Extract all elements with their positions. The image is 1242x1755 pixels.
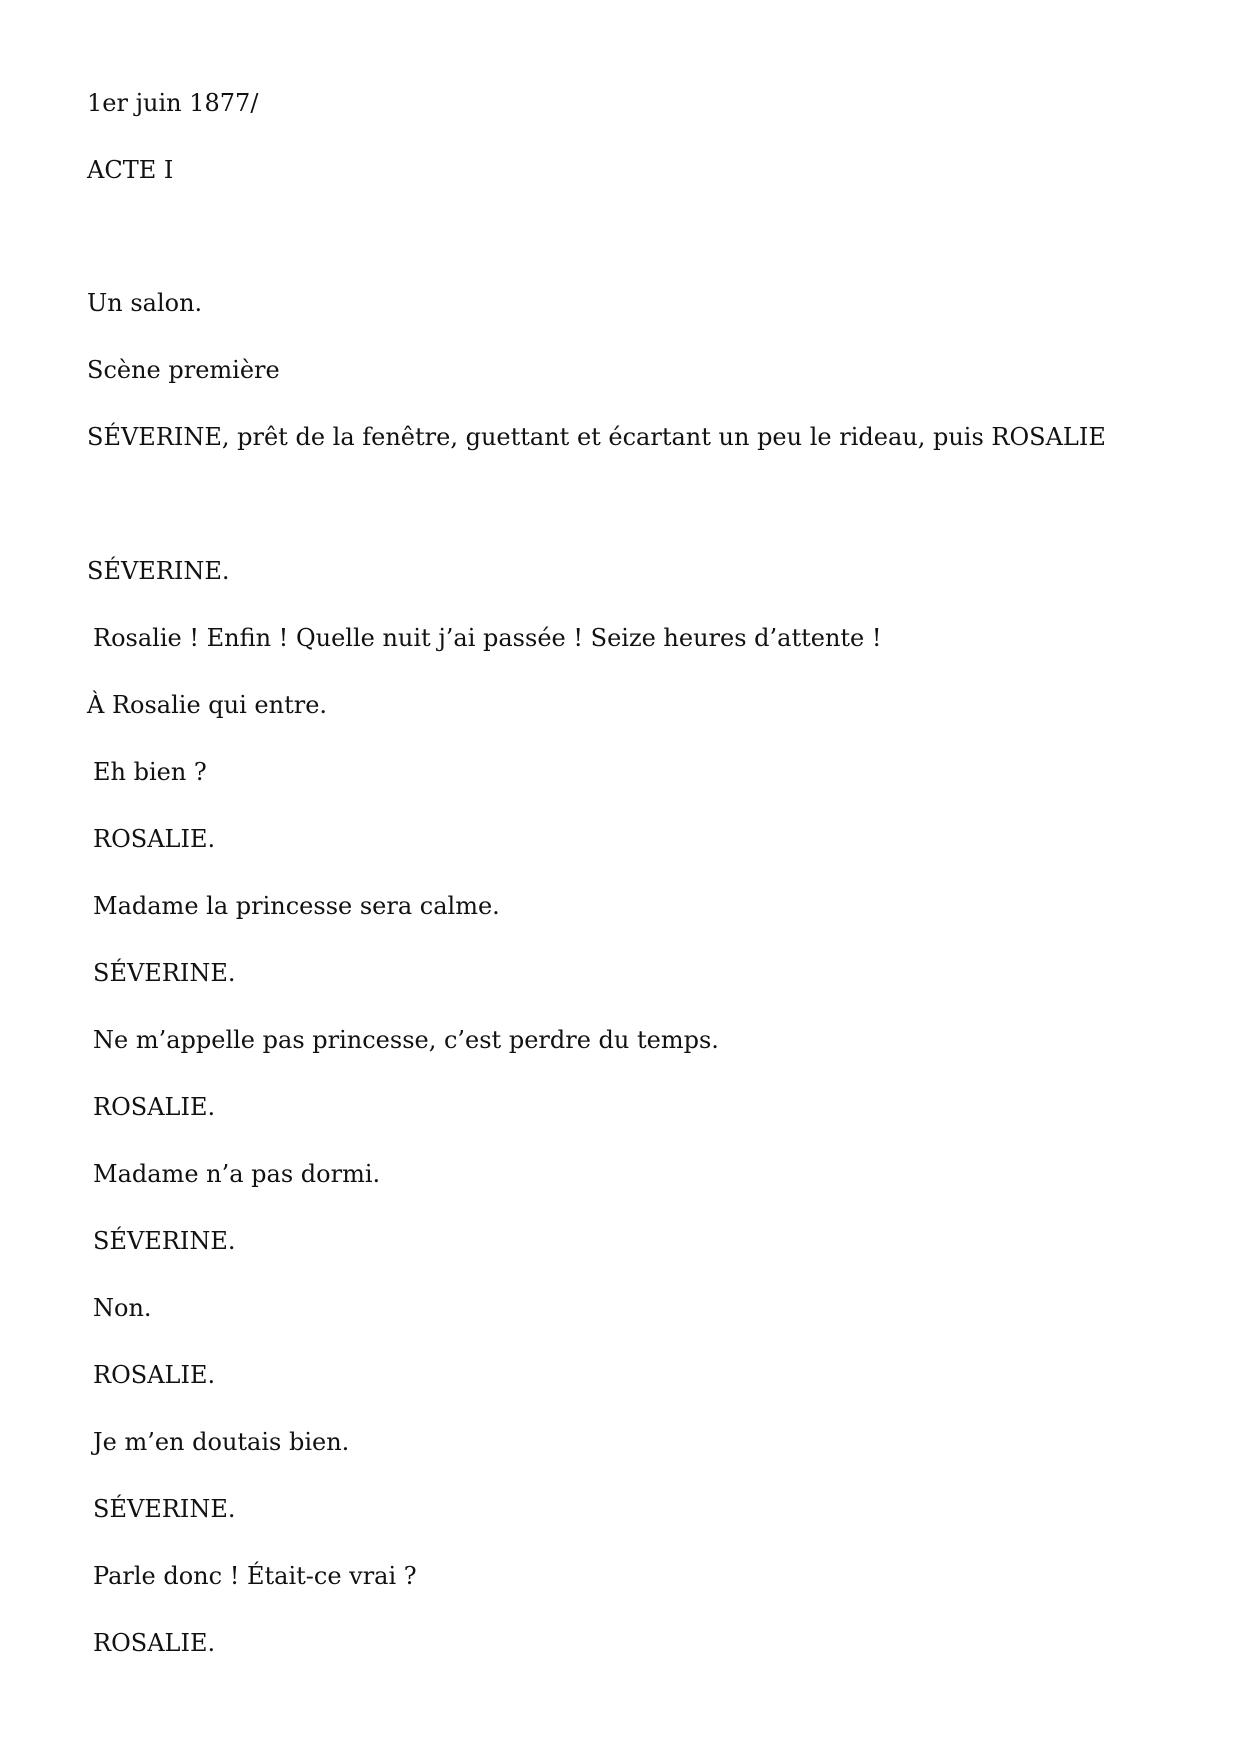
- speaker-line: SÉVERINE.: [93, 1495, 236, 1523]
- cast-direction: SÉVERINE, prêt de la fenêtre, guettant et écartant un peu le rideau, puis ROSALIE: [87, 423, 1106, 451]
- dialogue-line: Rosalie ! Enfin ! Quelle nuit j’ai passée ! Seize heures d’attente !: [93, 624, 882, 652]
- dialogue-line: Eh bien ?: [93, 758, 207, 786]
- scene-heading: Scène première: [87, 356, 280, 384]
- speaker-line: SÉVERINE.: [87, 557, 230, 585]
- dialogue-line: Ne m’appelle pas princesse, c’est perdre du temps.: [93, 1026, 719, 1054]
- dialogue-line: Madame la princesse sera calme.: [93, 892, 500, 920]
- stage-direction: À Rosalie qui entre.: [87, 691, 328, 719]
- speaker-line: ROSALIE.: [93, 1361, 216, 1389]
- speaker-line: ROSALIE.: [93, 1629, 216, 1657]
- dialogue-line: Non.: [93, 1294, 152, 1322]
- dialogue-line: Parle donc ! Était-ce vrai ?: [93, 1562, 417, 1590]
- setting-line: Un salon.: [87, 289, 203, 317]
- speaker-line: ROSALIE.: [93, 825, 216, 853]
- act-heading: ACTE I: [87, 156, 174, 184]
- date-line: 1er juin 1877/: [87, 89, 259, 117]
- speaker-line: ROSALIE.: [93, 1093, 216, 1121]
- speaker-line: SÉVERINE.: [93, 959, 236, 987]
- dialogue-line: Madame n’a pas dormi.: [93, 1160, 381, 1188]
- speaker-line: SÉVERINE.: [93, 1227, 236, 1255]
- dialogue-line: Je m’en doutais bien.: [93, 1428, 350, 1456]
